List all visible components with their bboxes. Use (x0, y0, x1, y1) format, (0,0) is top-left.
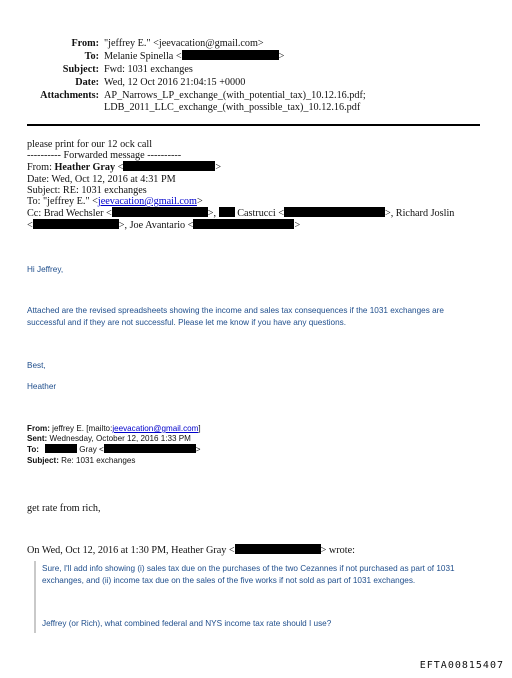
forward-from-label: From: (27, 162, 55, 174)
heather-signature: Heather (27, 382, 57, 391)
forward-to (27, 196, 454, 207)
forward-from-open: < (115, 162, 124, 174)
forward-subject: Subject: RE: 1031 exchanges (27, 184, 147, 196)
original-from-prefix: jeffrey E. [mailto: (49, 424, 113, 433)
forward-cc (27, 207, 454, 219)
from-value: "jeffrey E." <jeevacation@gmail.com> (104, 38, 264, 49)
redaction-box (33, 219, 119, 229)
forward-to-email-link[interactable]: jeevacation@gmail.com (97, 196, 197, 208)
attachment-1[interactable]: AP_Narrows_LP_exchange_(with_potential_tax)_10.12.16.pdf; (104, 90, 366, 101)
original-to-label: To: (27, 445, 39, 455)
redaction-box (235, 544, 321, 554)
forward-divider: ---------- Forwarded message ---------- (27, 150, 182, 162)
redaction-box (45, 444, 77, 453)
heather-body-line1: Attached are the revised spreadsheets showing the income and sales tax consequences if the 1031 exchanges are (27, 306, 444, 315)
forward-cc-open: < (27, 220, 33, 232)
forward-cc-prefix: Cc: Brad Wechsler < (27, 208, 112, 220)
forward-block (27, 139, 454, 232)
quote-intro-prefix: On Wed, Oct 12, 2016 at 1:30 PM, Heather Gray < (27, 545, 235, 556)
date-value: Wed, 12 Oct 2016 21:04:15 +0000 (104, 77, 246, 88)
forward-cc-sep: >, (207, 208, 219, 220)
redaction-box (219, 207, 235, 217)
date-label: Date: (75, 77, 99, 88)
forward-cc-joslin: >, Richard Joslin (384, 208, 455, 220)
original-to-gray: Gray < (76, 445, 104, 455)
forward-from (27, 161, 454, 173)
forward-cc-castrucci: Castrucci < (234, 208, 284, 220)
original-sent-value: Wednesday, October 12, 2016 1:33 PM (47, 434, 191, 444)
forward-from-name: Heather Gray (54, 162, 116, 174)
original-subject (27, 456, 201, 466)
subject-label: Subject: (62, 64, 99, 75)
quote-bar (34, 561, 36, 633)
redaction-box (112, 207, 208, 217)
quote-line1: Sure, I'll add info showing (i) sales tax due on the purchases of the two Cezannes if not purchased as part of 1031 (42, 564, 455, 573)
from-label: From: (71, 38, 99, 49)
quote-intro-suffix: > wrote: (320, 545, 355, 556)
forward-to-prefix: To: "jeffrey E." < (27, 196, 98, 208)
forward-date: Date: Wed, Oct 12, 2016 at 4:31 PM (27, 173, 176, 185)
bates-number: EFTA00815407 (419, 660, 504, 671)
attachments-label: Attachments: (40, 90, 99, 101)
redaction-box (284, 207, 385, 217)
attachment-2[interactable]: LDB_2011_LLC_exchange_(with_possible_tax)_10.12.16.pdf (104, 102, 361, 113)
original-to (27, 444, 201, 455)
original-to-close: > (195, 445, 201, 455)
original-header (27, 424, 201, 466)
redaction-box (104, 444, 196, 453)
to-value (104, 50, 284, 63)
to-label: To: (84, 51, 99, 62)
subject-value: Fwd: 1031 exchanges (104, 64, 193, 75)
heather-greeting: Hi Jeffrey, (27, 265, 64, 274)
forward-cc-end: > (294, 220, 301, 232)
original-from-suffix: ] (198, 424, 201, 433)
original-sent-label: Sent: (27, 434, 48, 444)
forward-cc-line2 (27, 219, 454, 231)
forward-cc-joe: >, Joe Avantario < (118, 220, 194, 232)
original-from-label: From: (27, 424, 50, 433)
quote-line2: exchanges, and (ii) income tax due on the sales of the five works if not sold as part of 1031 exchanges. (42, 576, 416, 585)
original-from-email-link[interactable]: jeevacation@gmail.com (112, 424, 199, 433)
header-divider (27, 124, 480, 126)
original-subject-label: Subject: (27, 455, 59, 465)
to-value-prefix: Melanie Spinella < (104, 51, 182, 62)
quote-line3: Jeffrey (or Rich), what combined federal and NYS income tax rate should I use? (42, 619, 332, 628)
original-subject-value: Re: 1031 exchanges (58, 455, 136, 465)
original-body: get rate from rich, (27, 503, 101, 514)
heather-signoff: Best, (27, 361, 46, 370)
forward-to-suffix: > (196, 196, 203, 208)
forward-from-close: > (215, 162, 222, 174)
heather-body-line2: successful and if they are not successful. Please let me know if you have any questions. (27, 318, 347, 327)
to-value-suffix: > (278, 51, 285, 62)
quote-intro (27, 544, 355, 556)
original-from (27, 424, 201, 434)
original-sent (27, 434, 201, 444)
forward-note: please print for our 12 ock call (27, 139, 153, 150)
redaction-box (123, 161, 215, 171)
redaction-box (193, 219, 294, 229)
redaction-box (182, 50, 279, 60)
